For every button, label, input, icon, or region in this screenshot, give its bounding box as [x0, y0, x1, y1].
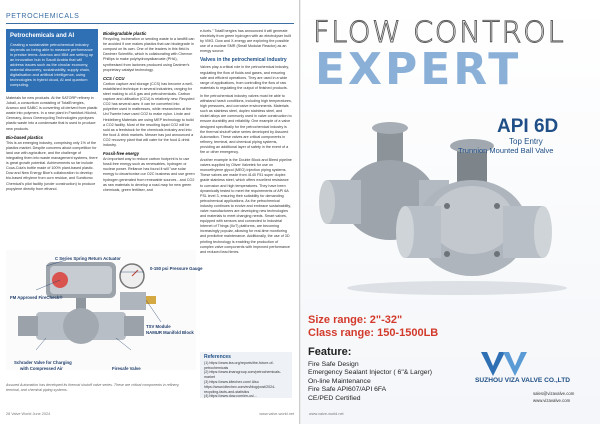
- column-2: [103, 29, 195, 269]
- reference-item: (3) https://www.idtechex.com/ Also https://www.idtechex.com/en/blog/post/2024-recycling-facts-and-statistics: [204, 379, 276, 394]
- product-subtitle: Top Entry: [509, 137, 543, 146]
- feature-item: Fire Safe Design: [308, 361, 359, 368]
- subheading: Fossil-free energy: [103, 151, 140, 157]
- body-paragraph: e-fuels." TotalEnergies has announced it will generate electricity from green hydrogen with an electrolyser built by VMG. Dow and X-energy are exploring the possible use of a nuclear SMR (Small Modular Reactor) as an energy source.: [200, 29, 291, 54]
- section-label: PETROCHEMICALS: [6, 13, 80, 20]
- callout-namur-block: NAMUR Manifold Block: [146, 330, 194, 335]
- header-rule: [6, 23, 294, 24]
- subheading: Biodegradable plastic: [103, 31, 147, 36]
- size-range: Size range: 2"-32": [308, 314, 403, 326]
- contact-email[interactable]: sales@vizavalve.com: [533, 391, 575, 396]
- reference-item: (2) https://www.imarcgroup.com/petrochemicals-market: [204, 370, 281, 380]
- product-model: API 6D: [497, 116, 559, 137]
- body-paragraph: Valves play a critical role in the petrochemical industry, regulating the flow of fluids and gases, and ensuring safe and efficient operations. They are used in a wide range of applications, from controlling the flow of raw materials to regulating the output of finished products.: [200, 65, 290, 90]
- contact-website[interactable]: www.vizavalve.com: [533, 397, 571, 403]
- callout-pressure-gauge: 0-150 psi Pressure Gauge: [150, 266, 203, 271]
- references-title: References: [204, 354, 231, 360]
- feature-item: CE/PED Certified: [308, 394, 361, 402]
- feature-item: Emergency Sealant Injector ( 6"& Larger): [308, 369, 433, 377]
- callout-firesafe-valve: Firesafe Valve: [112, 366, 141, 371]
- body-paragraph: In the petrochemical industry valves must be able to withstand harsh conditions, including high temperatures, high pressures, and corrosive environments. Materials such as stainless steel, duplex stainless steel, and nickel alloys are commonly used in valve construction to ensure durability and reliability. One example of a valve designed specifically for the petrochemical industry is the thermal shutoff valve series developed by Assured Automation. These valves are critical components in refinery, terminal, and chemical piping systems, providing an additional layer of safety in the event of a fire or other emergency.: [200, 93, 292, 154]
- footer-url: www.valve-world.net: [259, 412, 294, 416]
- ad-headline-expert: EXPERT: [315, 44, 522, 95]
- left-page-footer: [6, 412, 294, 416]
- right-page-footer: www.valve-world.net: [309, 412, 344, 416]
- sidebar-box-title: Petrochemicals and AI: [10, 33, 75, 39]
- subheading: CCS / CCU: [103, 75, 125, 81]
- reference-item: (1) https://www.iea.org/reports/the-future-of-petrochemicals: [204, 360, 274, 370]
- body-paragraph: This is an emerging industry, comprising only 1% of the plastics market. Despite concerns about competition for land use with agriculture, and the challenge of integrating them into waste management systems, there is great growth potential. Achievements so far include Coca-Cola's bottle made of 100% plant-based plastic. Dow and New Energy Blue's collaboration to develop bio-based ethylene from corn residue, and Sumitomo Chemical's pilot facility (under construction) to produce propylene directly from ethanol.: [6, 140, 98, 191]
- sidebar-box: [6, 29, 98, 92]
- advert-page: [301, 0, 600, 424]
- section-heading: Valves in the petrochemical industry: [200, 57, 287, 64]
- sidebar-box-text: Creating a sustainable petrochemical industry depends on being able to measure performance in precise terms. Aramco and IBM are setting up an innovation hub in Saudi Arabia that will address issues such as the circular economy, material discovery, sustainability, supply chain, digitalisation and artificial intelligence, using technologies in hybrid cloud, AI and quantum computing.: [10, 42, 94, 87]
- body-paragraph: Recycling, incineration or sending waste to a landfill can be avoided if one makes plastics that can biodegrade in compost on its own. One of the leaders in this field is Danimer Scientific, which is collaborating with Chevron Phillips to make polyhydroxyalkanoate (PHA), synthesised from lactones produced using Danimer's proprietary catalyst technology.: [103, 37, 195, 72]
- image-caption: Assured Automation has developed its thermal shutoff valve series. These are critical components in refinery, terminal, and chemical piping systems.: [6, 383, 180, 392]
- callout-c-series: C Series Spring Return Actuator: [55, 256, 121, 261]
- body-paragraph: Carbon capture and storage (CCS) has become a well-established technique in several industries, ranging for steel making to oil & gas and petrochemicals. Carbon capture and utilisation (CCU) is relatively new. Recycled CO2 has several uses: it can be converted into polyether used in mattresses, while researchers at the Uni Twente have used CO2 to make nylon. Linde and Heidelberg Materials are using MEP technology to build a CO2 facility. Most of the resulting liquid CO2 will be sold as a feedstock for the chemicals industry and into the food & drink markets. Messer has just announced a CO2 recovery plant that will cater for the food & drink industry.: [103, 81, 195, 147]
- column-3: [200, 29, 292, 351]
- references-box: [200, 352, 292, 398]
- class-range: Class range: 150-1500LB: [308, 327, 439, 339]
- product-type: Trunnion Mounted Ball Valve: [458, 146, 554, 155]
- body-paragraph: Another example is the Double Block and Bleed pipeline valves supplied by Oliver Valvetek for use on monoethylene glycol (MEG) injection piping systems. These valves are made from 4140 F51 super duplex grade stainless steel, which offers excellent resistance to corrosion and high temperatures. They have been dynamically tested to meet the requirements of API 6A PSL level 3, ensuring their suitability for demanding petrochemical applications. As the petrochemical industry continues to evolve and embrace sustainability, valve manufacturers are developing new technologies and materials to meet changing needs. Smart valves, equipped with sensors and connected to Industrial Internet of Things (IIoT) platforms, are becoming increasingly popular, allowing for real-time monitoring and predictive maintenance. Additionally, the use of 3D printing technology is enabling the production of complex valve components with improved performance and reduced lead times.: [200, 158, 292, 254]
- ad-headline-flow-control: FLOW CONTROL: [313, 15, 566, 49]
- callout-schrader-valve: Schrader Valve for Charging: [14, 360, 72, 365]
- subheading: Bio-based plastics: [6, 134, 44, 140]
- feature-list: [308, 361, 432, 403]
- feature-item: On-line Maintenance: [308, 377, 371, 385]
- contact-block: [533, 391, 574, 404]
- callout-fm-firecheck: FM Approved FireCheck®: [10, 295, 63, 300]
- body-paragraph: Materials for new products. At the SATORP refinery in Jubail, a consortium consisting of TotalEnergies, Aramco and SABIC is converting oil derived from plastic waste into polymers. In a new plant in Frankfurt-Höchst, Germany, Arcus Greencycling Technologies pyrolyses plastic waste into a condensate that is used to produce new products.: [6, 96, 98, 131]
- callout-schrader-valve-2: with Compressed Air: [20, 366, 63, 371]
- feature-item: Fire Safe API607/API 6FA: [308, 386, 387, 394]
- feature-heading: Feature:: [308, 346, 352, 358]
- company-name: SUZHOU VIZA VALVE CO.,LTD: [475, 377, 570, 384]
- body-paragraph: An important way to reduce carbon footprint is to use fossil-free energy such as renewables, hydrogen or nuclear power. Reliance has found it will "use solar energy to decarbonise our O2C business and use green hydrogen generated from renewable sources - and CO2 as raw materials to develop a road-map for new green chemicals, green fertiliser, and: [103, 157, 195, 192]
- callout-tsv-module: TSV Module: [146, 324, 171, 329]
- folio: 28 Valve World June 2024: [6, 412, 51, 416]
- reference-item: (4) https://www.dow.com/en-us/...: [204, 394, 257, 399]
